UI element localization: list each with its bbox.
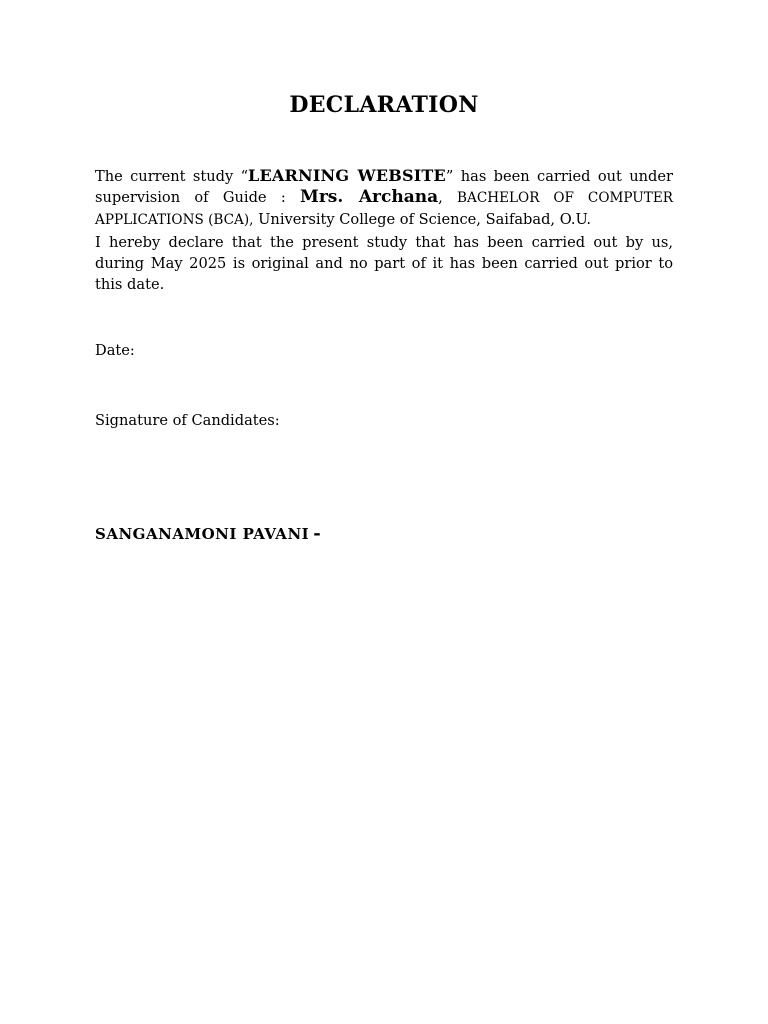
program-name: BACHELOR OF COMPUTER APPLICATIONS (BCA), — [95, 190, 673, 229]
candidate-name: SANGANAMONI PAVANI — [95, 525, 310, 543]
project-name: LEARNING WEBSITE — [248, 166, 446, 185]
candidate-dash: - — [313, 523, 322, 544]
supervision-text: ” has been carried out under supervision of Guide : — [95, 168, 673, 207]
institution-name: University College of Science, Saifabad, O.U. — [253, 211, 592, 229]
declaration-paragraph: I hereby declare that the present study that has been carried out by us, during May 2025 is original and no part of it has been carried out prior to this date. — [95, 233, 673, 294]
signature-label: Signature of Candidates: — [95, 412, 280, 429]
date-label: Date: — [95, 342, 135, 359]
study-intro-text: The current study “ — [95, 168, 249, 185]
guide-name: Mrs. Archana — [300, 187, 439, 208]
page-title: DECLARATION — [289, 92, 479, 118]
guide-separator: , — [438, 189, 458, 207]
study-paragraph — [95, 165, 673, 232]
candidate-entry — [95, 524, 321, 544]
declaration-body — [95, 165, 673, 295]
